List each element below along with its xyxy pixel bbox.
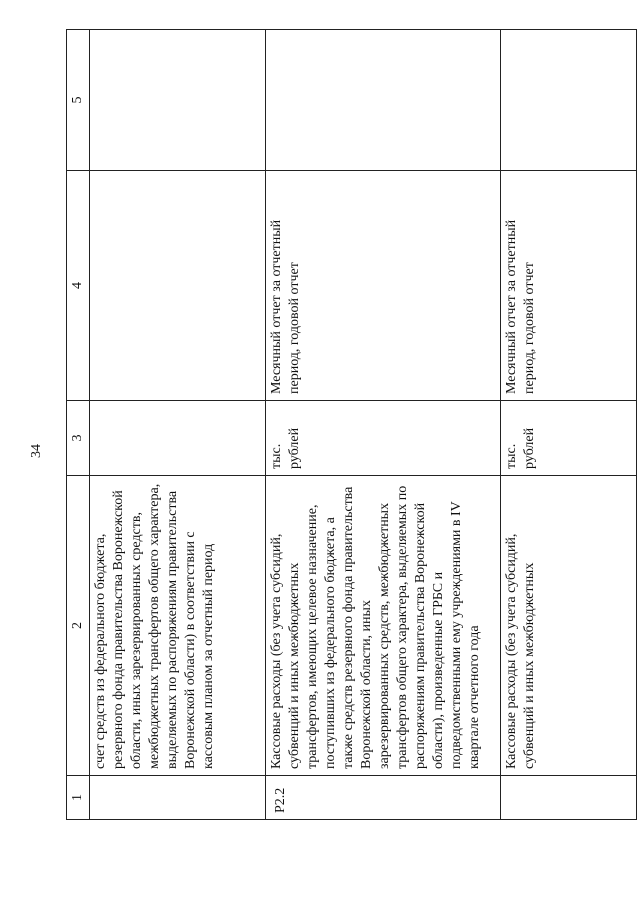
row-code — [90, 776, 266, 820]
row-description: Кассовые расходы (без учета субсидий, субвенций и иных межбюджетных — [501, 476, 637, 776]
row-source — [90, 171, 266, 401]
header-col-3: 3 — [67, 401, 90, 476]
table-header-row — [67, 30, 90, 820]
header-col-4: 4 — [67, 171, 90, 401]
row-code — [501, 776, 637, 820]
table-rotator — [66, 30, 619, 820]
row-code: Р2.2 — [266, 776, 501, 820]
table-row — [501, 30, 637, 820]
header-col-1: 1 — [67, 776, 90, 820]
row-col5 — [266, 30, 501, 171]
row-unit: тыс. рублей — [266, 401, 501, 476]
row-description: Кассовые расходы (без учета субсидий, субвенций и иных межбюджетных трансфертов, имеющих целевое назначение, поступивших из федерального бюджета, а также средств резервного фонда правительства Воронежской области, иных зарезервированных средств, межбюджетных трансфертов общего характера, выделяемых по распоряжениям правительства Воронежской области), произведенные ГРБС и подведомственными ему учреждениями в IV квартале отчетного года — [266, 476, 501, 776]
table-row — [266, 30, 501, 820]
header-col-2: 2 — [67, 476, 90, 776]
row-col5 — [501, 30, 637, 171]
table-frame — [66, 30, 619, 820]
row-unit — [90, 401, 266, 476]
row-unit: тыс. рублей — [501, 401, 637, 476]
table-row — [90, 30, 266, 820]
header-col-5: 5 — [67, 30, 90, 171]
row-source: Месячный отчет за отчетный период, годовой отчет — [266, 171, 501, 401]
row-col5 — [90, 30, 266, 171]
row-description: счет средств из федерального бюджета, резервного фонда правительства Воронежской области, иных зарезервированных средств, межбюджетных трансфертов общего характера, выделяемых по распоряжениям правительства Воронежской области) в соответствии с кассовым планом за отчетный период — [90, 476, 266, 776]
indicator-table — [66, 29, 637, 820]
page-number: 34 — [29, 444, 44, 458]
row-source: Месячный отчет за отчетный период, годовой отчет — [501, 171, 637, 401]
